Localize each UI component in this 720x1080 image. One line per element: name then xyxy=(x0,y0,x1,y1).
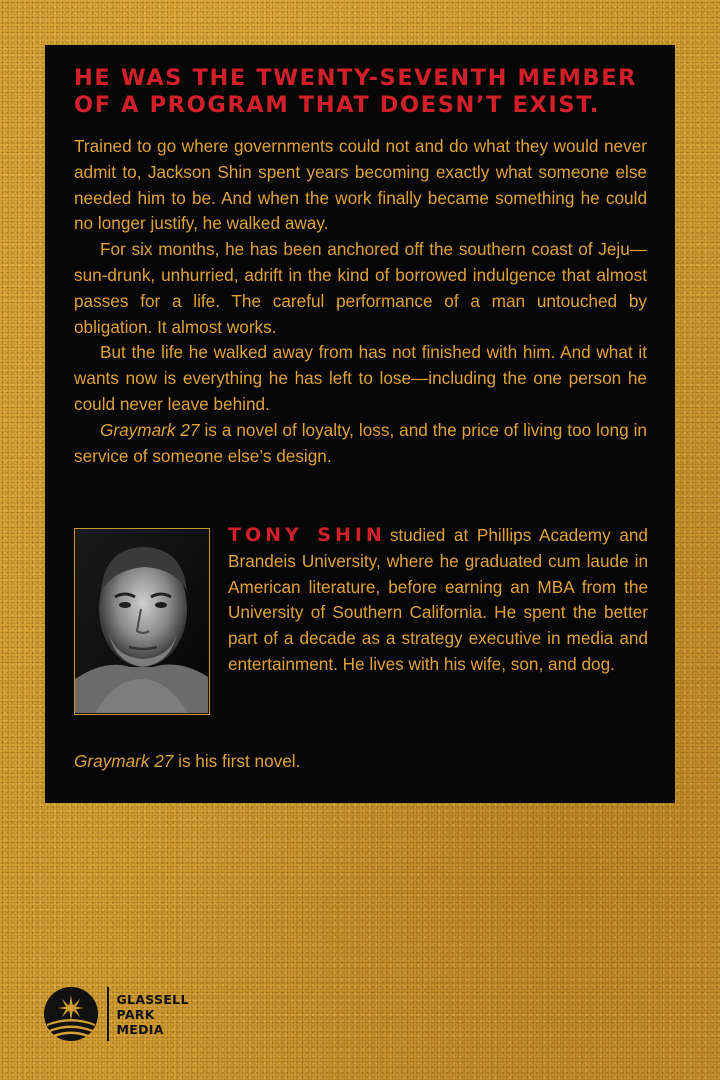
author-photo xyxy=(74,528,210,715)
publisher-name xyxy=(117,992,189,1037)
publisher-name-line-1: GLASSELL xyxy=(116,991,189,1007)
publisher-emblem-icon xyxy=(43,986,99,1042)
author-name: TONY SHIN xyxy=(228,524,386,546)
book-title-italic: Graymark 27 xyxy=(100,419,200,440)
book-blurb xyxy=(74,134,647,469)
headline-line-2: OF A PROGRAM THAT DOESN’T EXIST. xyxy=(74,92,600,118)
publisher-divider xyxy=(107,987,109,1041)
closing-book-title: Graymark 27 xyxy=(74,751,174,771)
publisher-name-line-3: MEDIA xyxy=(116,1021,164,1037)
blurb-paragraph-1: Trained to go where governments could not and do what they would never admit to, Jackson Shin spent years becoming exactly what someone else needed him to be. And when the work finally became something he could no longer justify, he walked away. xyxy=(74,136,647,234)
blurb-paragraph-4 xyxy=(74,418,647,470)
author-bio xyxy=(228,523,648,678)
closing-line-text: is his first novel. xyxy=(173,751,301,771)
publisher-logo xyxy=(43,983,189,1045)
headline-line-1: HE WAS THE TWENTY-SEVENTH MEMBER xyxy=(74,65,638,91)
blurb-paragraph-2: For six months, he has been anchored off the southern coast of Jeju—sun-drunk, unhurried, adrift in the kind of borrowed indulgence that almost passes for a life. The careful performance of a man untouched by obligation. It almost works. xyxy=(74,239,647,337)
publisher-name-line-2: PARK xyxy=(116,1006,155,1022)
author-bio-text: studied at Phillips Academy and Brandeis University, where he graduated cum laude in American literature, before earning an MBA from the University of Southern California. He spent the better part of a decade as a strategy executive in media and entertainment. He lives with his wife, son, and dog. xyxy=(228,525,648,674)
blurb-paragraph-3: But the life he walked away from has not finished with him. And what it wants now is everything he has left to lose—including the one person he could never leave behind. xyxy=(74,342,647,414)
back-cover-panel xyxy=(45,45,675,803)
headline xyxy=(74,65,649,119)
blurb-paragraph-4-text: is a novel of loyalty, loss, and the price of living too long in service of someone else’s design. xyxy=(74,419,647,466)
closing-line xyxy=(74,749,300,775)
author-portrait-image xyxy=(75,529,208,713)
